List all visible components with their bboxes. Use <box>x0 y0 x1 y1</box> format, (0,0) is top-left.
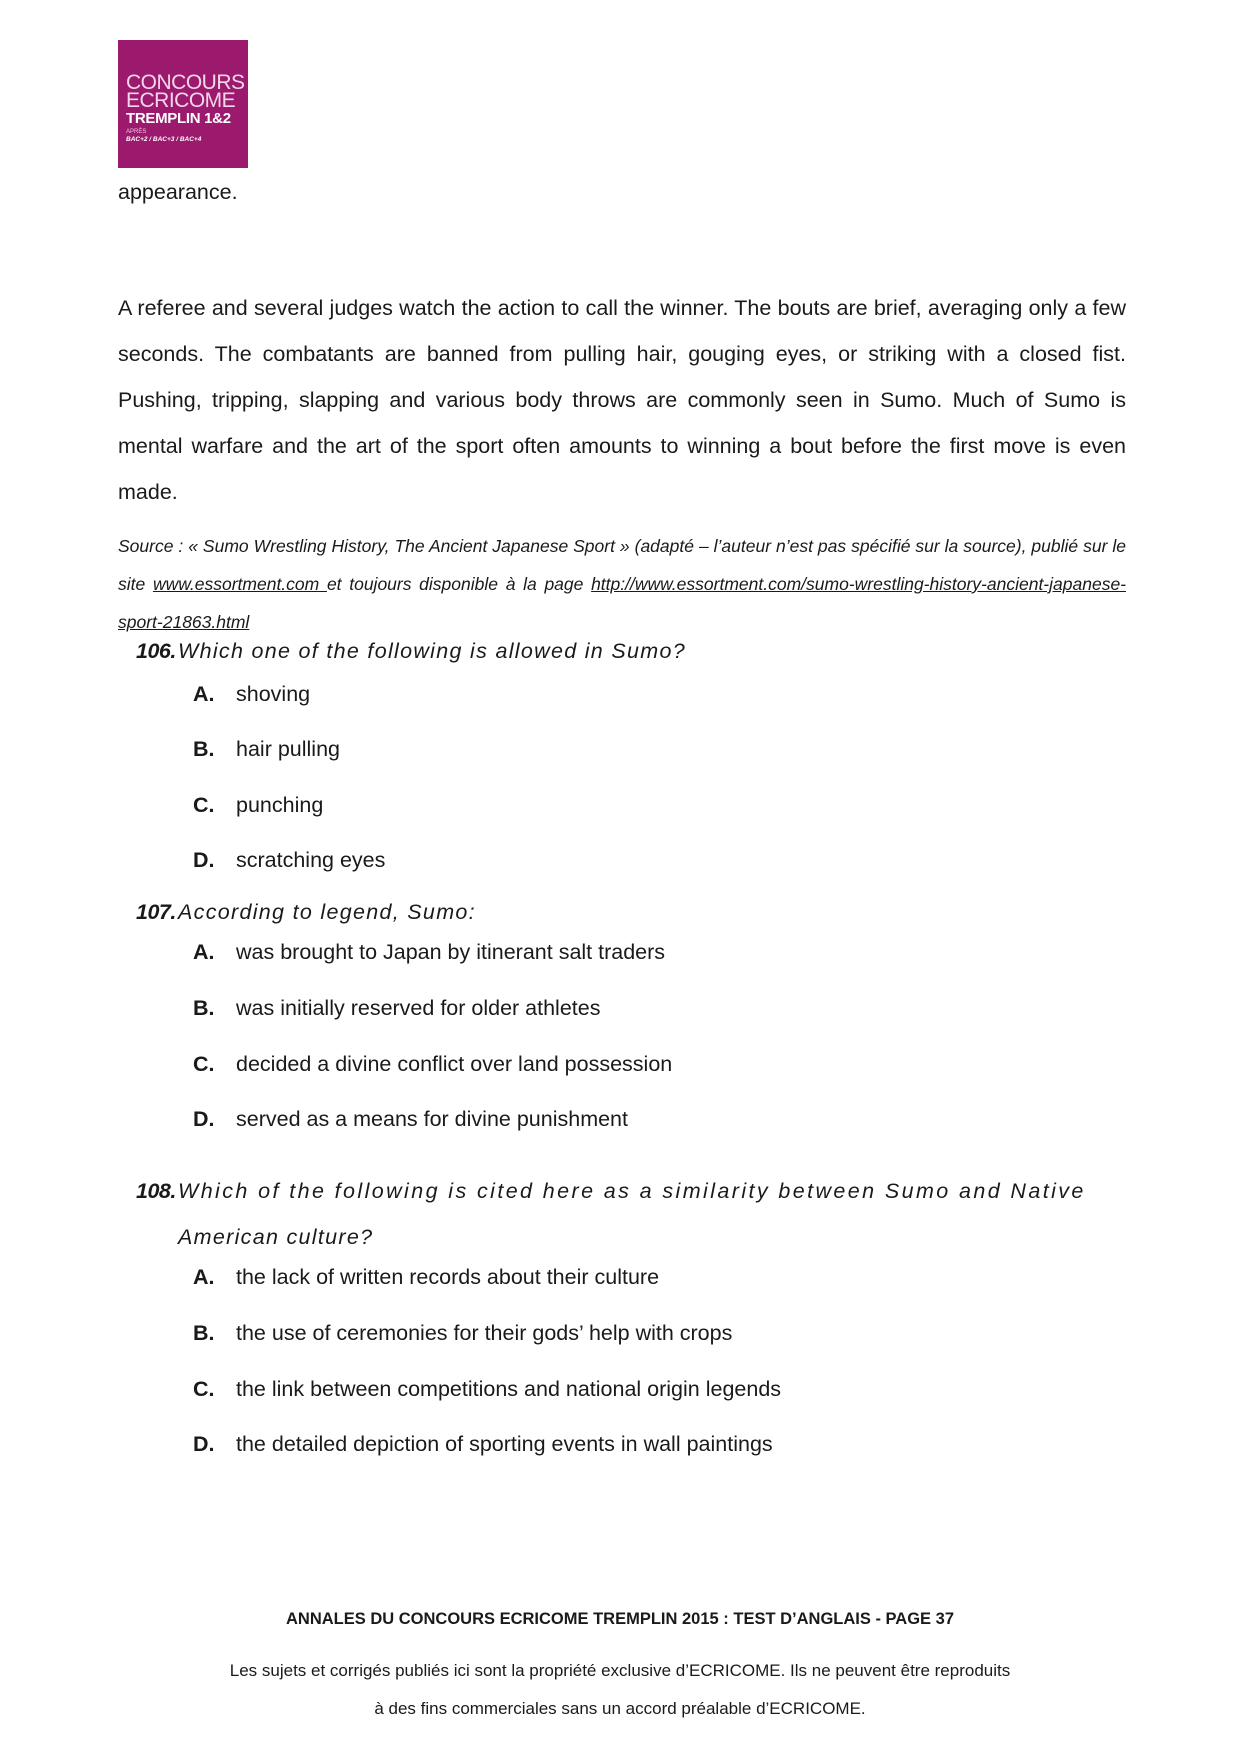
question-number: 107. <box>136 900 176 924</box>
question-number: 106. <box>136 639 176 663</box>
option-letter: B. <box>193 737 215 761</box>
question-107 <box>136 889 1126 935</box>
option-text: was initially reserved for older athletes <box>236 996 601 1020</box>
body-paragraph: A referee and several judges watch the action to call the winner. The bouts are brief, averaging only a few seconds. The combatants are banned from pulling hair, gouging eyes, or striking with a closed fist. Pushing, tripping, slapping and various body throws are commonly seen in Sumo. Much of Sumo is mental warfare and the art of the sport often amounts to winning a bout before the first move is even made. <box>118 296 1126 504</box>
logo-line-bac: BAC+2 / BAC+3 / BAC+4 <box>126 136 202 143</box>
option-text: decided a divine conflict over land possession <box>236 1052 673 1076</box>
option-letter: A. <box>193 1265 215 1289</box>
option-text: the use of ceremonies for their gods’ help with crops <box>236 1321 733 1345</box>
question-text-line2: American culture? <box>178 1225 374 1249</box>
question-text <box>178 1168 1126 1260</box>
option-text: punching <box>236 793 324 817</box>
paragraph-fragment: appearance. <box>118 180 238 204</box>
logo-line-apres: APRÈS <box>126 129 147 135</box>
footer-copyright-note <box>0 1652 1240 1728</box>
source-citation <box>118 527 1126 641</box>
option-text: the link between competitions and national origin legends <box>236 1377 782 1401</box>
option-letter: B. <box>193 1321 215 1345</box>
source-site-link[interactable]: www.essortment.com <box>152 574 327 594</box>
logo-line-ecricome: ECRICOME <box>126 89 236 112</box>
option-letter: D. <box>193 848 215 872</box>
option-text: served as a means for divine punishment <box>236 1107 628 1131</box>
option-letter: C. <box>193 1377 215 1401</box>
question-number: 108. <box>136 1179 176 1203</box>
source-middle: et toujours disponible à la page <box>326 574 592 594</box>
question-106 <box>136 628 1126 674</box>
option-letter: A. <box>193 940 215 964</box>
option-text: the detailed depiction of sporting events in wall paintings <box>236 1432 773 1456</box>
option-letter: C. <box>193 1052 215 1076</box>
option-text: shoving <box>236 682 311 706</box>
question-text: Which one of the following is allowed in Sumo? <box>178 639 686 663</box>
footer-title: ANNALES DU CONCOURS ECRICOME TREMPLIN 2015 : TEST D’ANGLAIS - PAGE 37 <box>285 1610 955 1628</box>
logo-line-tremplin: TREMPLIN 1&2 <box>126 110 231 127</box>
option-text: scratching eyes <box>236 848 386 872</box>
option-text: hair pulling <box>236 737 340 761</box>
option-text: was brought to Japan by itinerant salt traders <box>236 940 666 964</box>
option-letter: D. <box>193 1107 215 1131</box>
footer-note-line1: Les sujets et corrigés publiés ici sont la propriété exclusive d’ECRICOME. Ils ne peuvent être reproduits <box>229 1661 1011 1680</box>
question-text: According to legend, Sumo: <box>178 900 476 924</box>
option-letter: C. <box>193 793 215 817</box>
source-page-link[interactable]: http://www.essortment.com/sumo-wrestling-history-ancient-japanese-sport-21863.html <box>118 574 1126 632</box>
source-intro: Source : « Sumo Wrestling History, The Ancient Japanese Sport » (adapté – l’auteur n’est pas spécifié sur la source), publié sur le site <box>118 536 1126 594</box>
option-letter: D. <box>193 1432 215 1456</box>
question-text-line1: Which of the following is cited here as a similarity between Sumo and Native <box>178 1179 1086 1203</box>
option-text: the lack of written records about their culture <box>236 1265 660 1289</box>
option-letter: A. <box>193 682 215 706</box>
ecricome-logo <box>118 40 248 168</box>
logo-line-concours: CONCOURS <box>126 71 245 94</box>
option-letter: B. <box>193 996 215 1020</box>
footer-note-line2: à des fins commerciales sans un accord préalable d’ECRICOME. <box>374 1699 866 1718</box>
question-108 <box>136 1168 1126 1260</box>
